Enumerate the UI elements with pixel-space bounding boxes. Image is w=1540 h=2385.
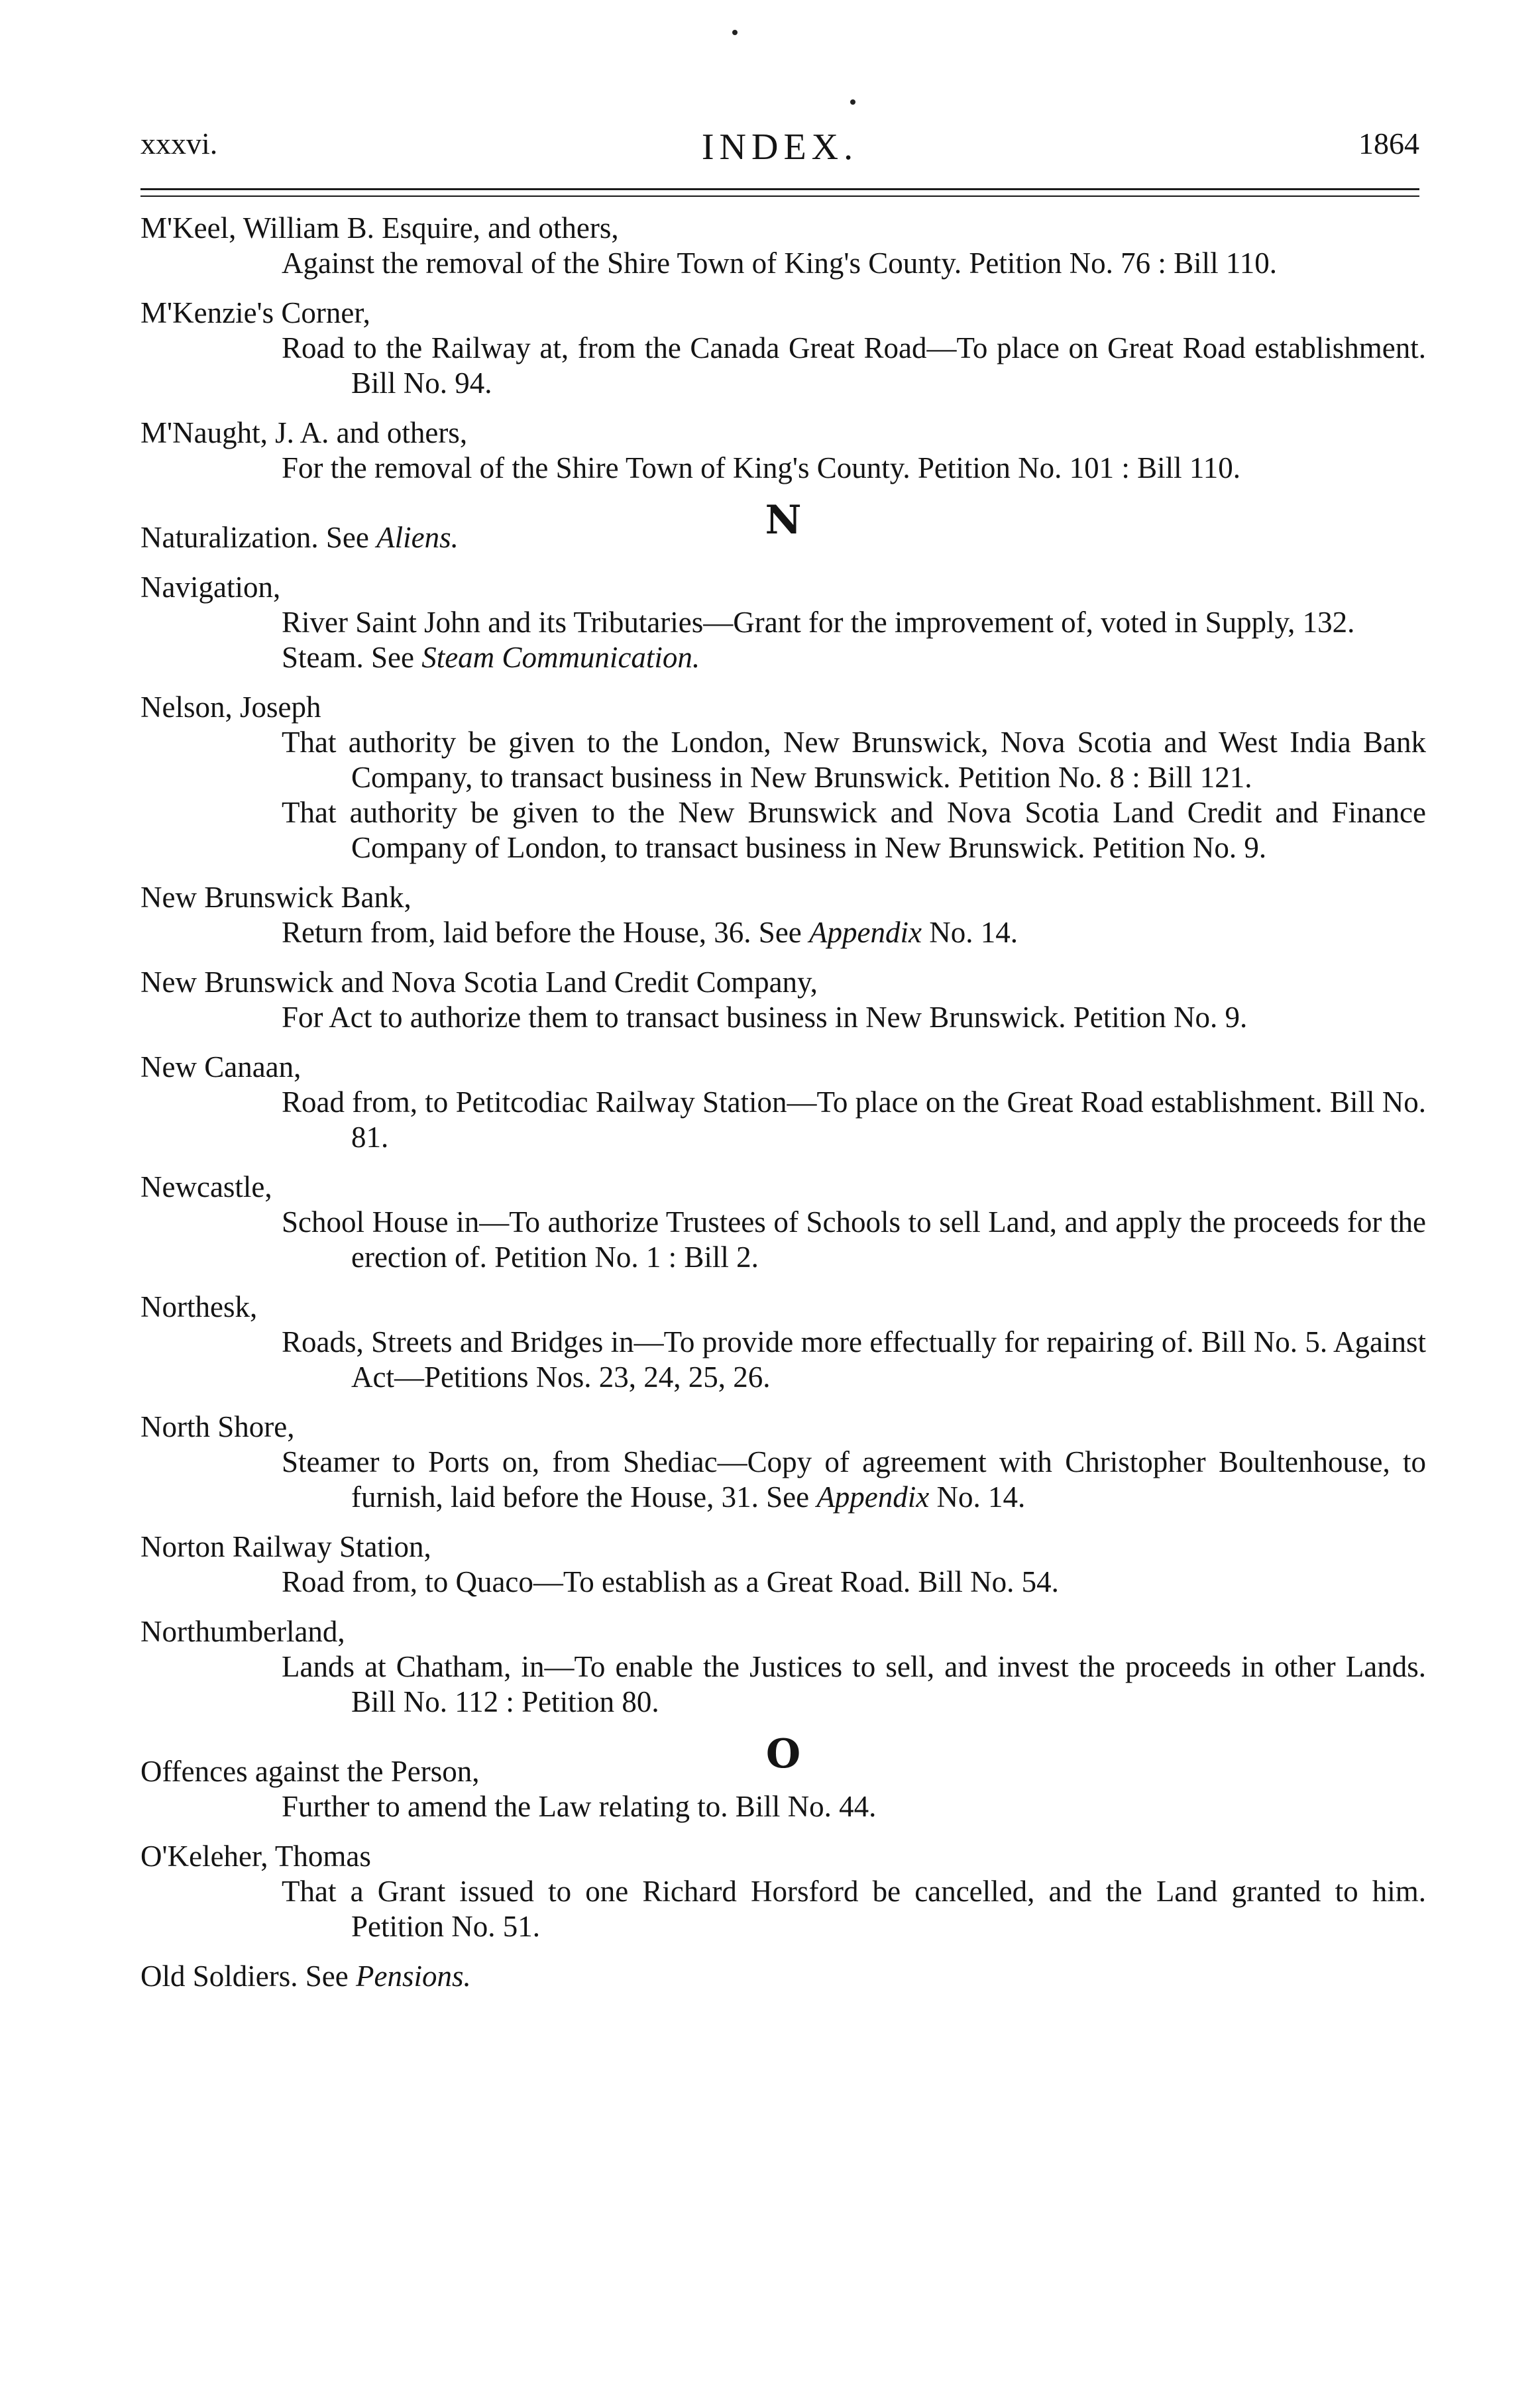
text-run: Lands at Chatham, in—To enable the Justices to sell, and invest the proceeds in other Lands. Bill No. 112 : Petition 80. (282, 1650, 1426, 1718)
entry-subheading (140, 1085, 1426, 1155)
cross-reference: Appendix (816, 1480, 930, 1514)
index-entry (140, 1290, 1426, 1395)
section-letter: N (765, 497, 802, 543)
entry-subheading (140, 640, 1426, 675)
index-entry (140, 1050, 1426, 1155)
index-entry (140, 416, 1426, 486)
text-run: Road from, to Quaco—To establish as a Great Road. Bill No. 54. (282, 1565, 1059, 1598)
text-run: Steamer to Ports on, from Shediac—Copy of agreement with Christopher Boultenhouse, to furnish, laid before the House, 31. See (282, 1445, 1426, 1514)
entry-subheading (140, 1445, 1426, 1515)
entry-subheading (140, 1874, 1426, 1944)
entry-subheading (140, 605, 1426, 640)
index-entry (140, 965, 1426, 1035)
entry-subheading (140, 331, 1426, 401)
index-entry (140, 296, 1426, 401)
index-entry (140, 1410, 1426, 1515)
text-run: Roads, Streets and Bridges in—To provide more effectually for repairing of. Bill No. 5. Against Act—Petitions Nos. 23, 24, 25, 26. (282, 1325, 1426, 1394)
entry-subheading (140, 1205, 1426, 1275)
text-run: Naturalization. See (140, 521, 377, 554)
cross-reference: Pensions. (355, 1960, 471, 1993)
text-run: Old Soldiers. See (140, 1960, 356, 1993)
index-body (140, 211, 1426, 2009)
entry-heading: M'Naught, J. A. and others, (140, 416, 468, 449)
text-run: No. 14. (929, 1480, 1026, 1514)
entry-subheading (140, 915, 1426, 950)
text-run: For Act to authorize them to transact business in New Brunswick. Petition No. 9. (282, 1001, 1248, 1034)
entry-heading: Offences against the Person, (140, 1755, 480, 1788)
entry-subheading (140, 1000, 1426, 1035)
page-number: xxxvi. (140, 127, 218, 160)
entry-heading: New Brunswick Bank, (140, 881, 412, 914)
entry-heading: Nelson, Joseph (140, 691, 321, 724)
entry-subheading (140, 725, 1426, 795)
entry-heading: O'Keleher, Thomas (140, 1840, 371, 1873)
index-entry (140, 1170, 1426, 1275)
entry-heading: New Brunswick and Nova Scotia Land Credit Company, (140, 966, 818, 999)
entry-subheading (140, 1649, 1426, 1720)
section-letter: O (765, 1731, 801, 1777)
text-run: Further to amend the Law relating to. Bill No. 44. (282, 1790, 877, 1823)
ink-speck (732, 30, 738, 35)
index-entry (140, 690, 1426, 865)
index-entry (140, 1959, 1426, 1994)
index-entry (140, 1529, 1426, 1600)
entry-heading: M'Keel, William B. Esquire, and others, (140, 211, 619, 245)
entry-heading: Navigation, (140, 571, 281, 604)
entry-heading: Norton Railway Station, (140, 1530, 431, 1563)
index-entry (140, 880, 1426, 950)
entry-heading (140, 1959, 1426, 1994)
entry-subheading (140, 1325, 1426, 1395)
header-rule-thick (140, 188, 1419, 190)
entry-subheading (140, 451, 1426, 486)
entry-heading: New Canaan, (140, 1050, 302, 1083)
text-run: No. 14. (921, 916, 1018, 949)
index-entry (140, 211, 1426, 281)
text-run: Steam. See (282, 641, 422, 674)
entry-subheading (140, 1789, 1426, 1824)
entry-subheading (140, 1565, 1426, 1600)
cross-reference: Aliens. (376, 521, 459, 554)
cross-reference: Steam Communication. (421, 641, 700, 674)
entry-heading: Northumberland, (140, 1615, 345, 1648)
cross-reference: Appendix (809, 916, 922, 949)
text-run: River Saint John and its Tributaries—Grant for the improvement of, voted in Supply, 132. (282, 606, 1355, 639)
year: 1864 (1358, 127, 1419, 160)
text-run: Road to the Railway at, from the Canada Great Road—To place on Great Road establishment. Bill No. 94. (282, 331, 1426, 400)
entry-heading: Northesk, (140, 1290, 258, 1323)
text-run: That authority be given to the New Brunswick and Nova Scotia Land Credit and Finance Company of London, to transact business in New Brunswick. Petition No. 9. (282, 796, 1426, 864)
page-title: INDEX. (701, 127, 859, 168)
text-run: That authority be given to the London, New Brunswick, Nova Scotia and West India Bank Company, to transact business in New Brunswick. Petition No. 8 : Bill 121. (282, 726, 1426, 794)
entry-subheading (140, 246, 1426, 281)
ink-speck (850, 99, 855, 105)
header-rule-thin (140, 195, 1419, 197)
text-run: For the removal of the Shire Town of King's County. Petition No. 101 : Bill 110. (282, 451, 1240, 484)
text-run: Return from, laid before the House, 36. See (282, 916, 810, 949)
text-run: School House in—To authorize Trustees of Schools to sell Land, and apply the proceeds for the erection of. Petition No. 1 : Bill 2. (282, 1205, 1426, 1274)
text-run: That a Grant issued to one Richard Horsford be cancelled, and the Land granted to him. Petition No. 51. (282, 1875, 1426, 1943)
entry-heading: North Shore, (140, 1410, 295, 1443)
entry-heading: Newcastle, (140, 1170, 272, 1203)
running-head (140, 126, 1419, 172)
entry-heading: M'Kenzie's Corner, (140, 296, 370, 329)
text-run: Road from, to Petitcodiac Railway Station—To place on the Great Road establishment. Bill No. 81. (282, 1085, 1426, 1154)
entry-subheading (140, 795, 1426, 865)
index-entry (140, 1839, 1426, 1944)
index-entry (140, 570, 1426, 675)
text-run: Against the removal of the Shire Town of King's County. Petition No. 76 : Bill 110. (282, 247, 1277, 280)
index-entry (140, 1614, 1426, 1720)
